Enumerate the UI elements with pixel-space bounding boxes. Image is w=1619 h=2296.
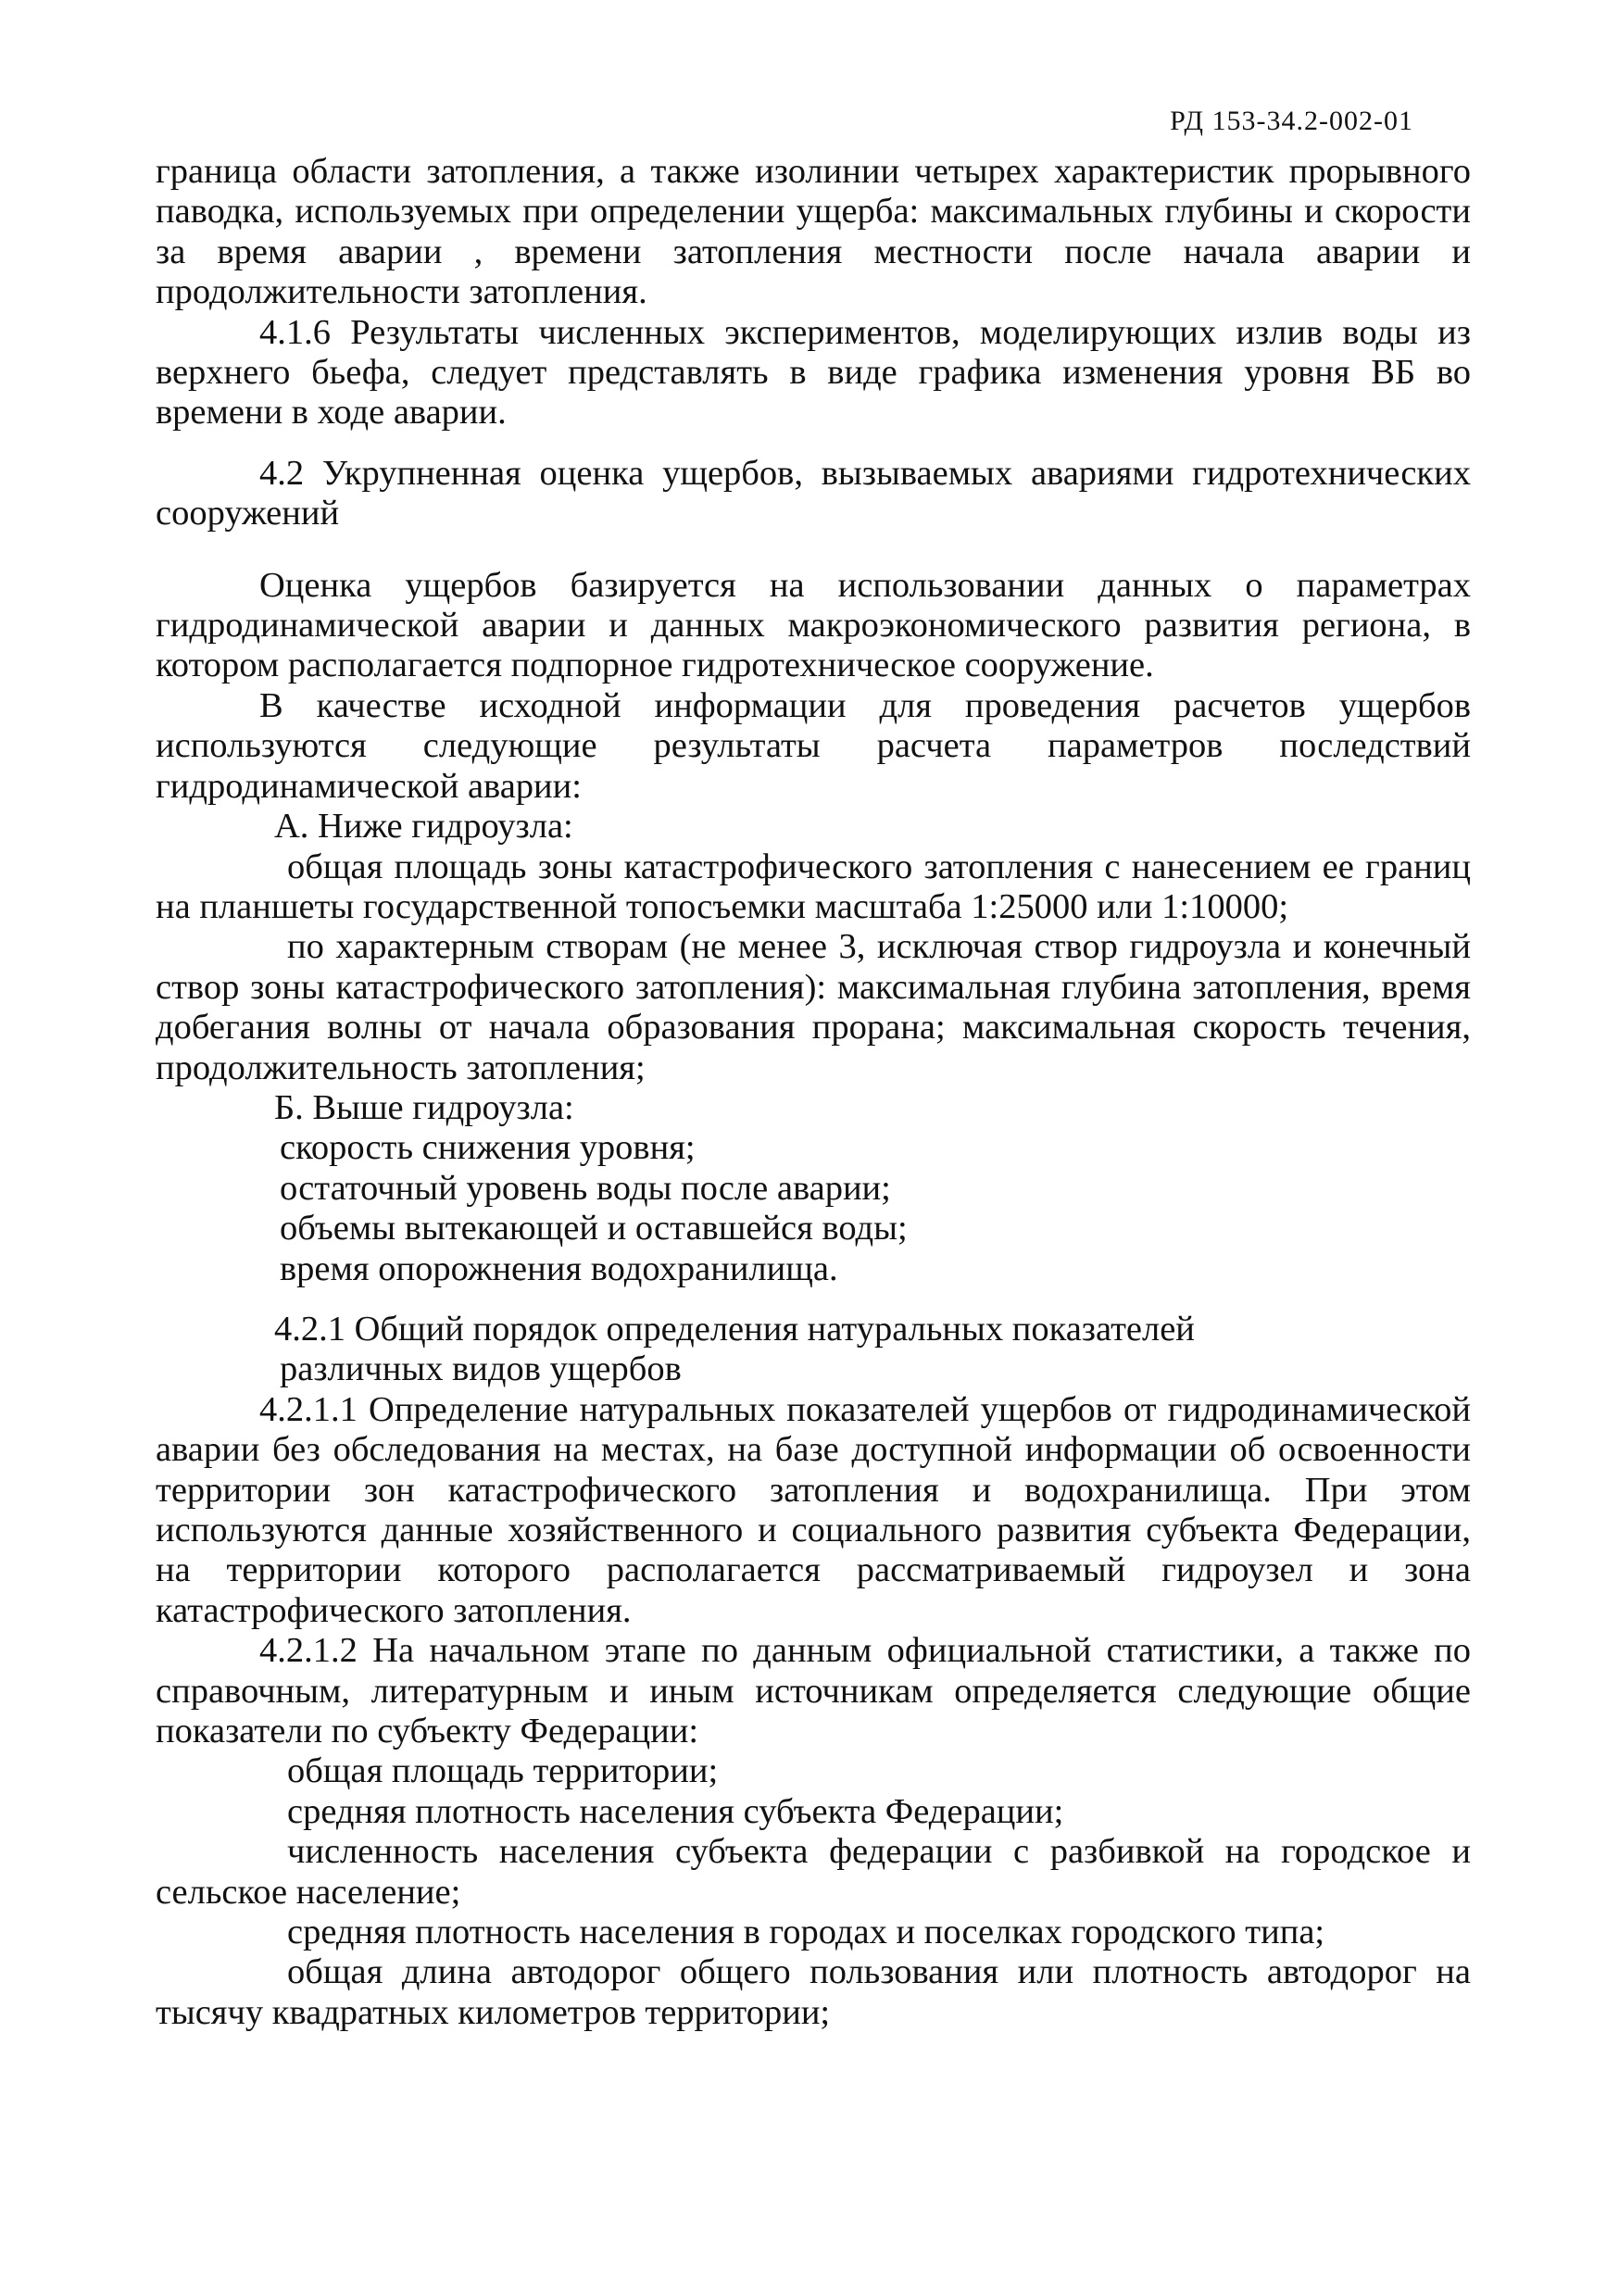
list-item-level-drop-rate: скорость снижения уровня;	[280, 1128, 696, 1168]
paragraph-4-2-1-2: 4.2.1.2 На начальном этапе по данным официальной статистики, а также по справочным, литературным и иным источникам определяется следующие общие показатели по субъекту Федерации:	[156, 1631, 1471, 1751]
list-item-water-volumes: объемы вытекающей и оставшейся воды;	[280, 1209, 908, 1248]
list-item-population-density: средняя плотность населения субъекта Федерации;	[287, 1791, 1064, 1831]
list-item-road-length: общая длина автодорог общего пользования или плотность автодорог на тысячу квадратных километров территории;	[156, 1952, 1471, 2032]
paragraph-source-info: В качестве исходной информации для проведения расчетов ущербов используются следующие результаты расчета параметров последствий гидродинамической аварии:	[156, 685, 1471, 806]
list-item-residual-level: остаточный уровень воды после аварии;	[280, 1168, 891, 1208]
list-item-flood-area: общая площадь зоны катастрофического затопления с нанесением ее границ на планшеты государственной топосъемки масштаба 1:25000 или 1:10000;	[156, 847, 1471, 926]
paragraph-4-2-1-1: 4.2.1.1 Определение натуральных показателей ущербов от гидродинамической аварии без обследования на местах, на базе доступной информации об освоенности территории зон катастрофического затопления и водохранилища. При этом используются данные хозяйственного и социального развития субъекта Федерации, на территории которого располагается рассматриваемый гидроузел и зона катастрофического затопления.	[156, 1389, 1471, 1630]
section-heading-4-2-1-cont: различных видов ущербов	[280, 1349, 682, 1389]
list-item-population-count: численность населения субъекта федерации с разбивкой на городское и сельское население;	[156, 1832, 1471, 1912]
list-item-characteristic-sections: по характерным створам (не менее 3, исключая створ гидроузла и конечный створ зоны катастрофического затопления): максимальная глубина затопления, время добегания волны от начала образования прорана; максимальная скорость течения, продолжительность затопления;	[156, 927, 1471, 1087]
document-body	[156, 152, 1471, 2033]
section-heading-4-2-1: 4.2.1 Общий порядок определения натуральных показателей	[274, 1309, 1195, 1349]
paragraph-flood-boundary: граница области затопления, а также изолинии четырех характеристик прорывного паводка, используемых при определении ущерба: максимальных глубины и скорости за время аварии , времени затопления местности после начала аварии и продолжительности затопления.	[156, 152, 1471, 312]
list-item-total-area: общая площадь территории;	[287, 1751, 719, 1791]
paragraph-damage-assessment: Оценка ущербов базируется на использовании данных о параметрах гидродинамической аварии и данных макроэкономического развития региона, в котором располагается подпорное гидротехническое сооружение.	[156, 565, 1471, 685]
subheading-above-dam: Б. Выше гидроузла:	[274, 1087, 574, 1127]
paragraph-4-1-6: 4.1.6 Результаты численных экспериментов, моделирующих излив воды из верхнего бьефа, следует представлять в виде графика изменения уровня ВБ во времени в ходе аварии.	[156, 312, 1471, 433]
list-item-urban-density: средняя плотность населения в городах и поселках городского типа;	[287, 1913, 1325, 1952]
section-heading-4-2: 4.2 Укрупненная оценка ущербов, вызываемых авариями гидротехнических сооружений	[156, 453, 1471, 533]
list-item-emptying-time: время опорожнения водохранилища.	[280, 1248, 838, 1288]
document-code-header: РД 153-34.2-002-01	[1170, 106, 1413, 136]
subheading-below-dam: А. Ниже гидроузла:	[274, 807, 573, 847]
